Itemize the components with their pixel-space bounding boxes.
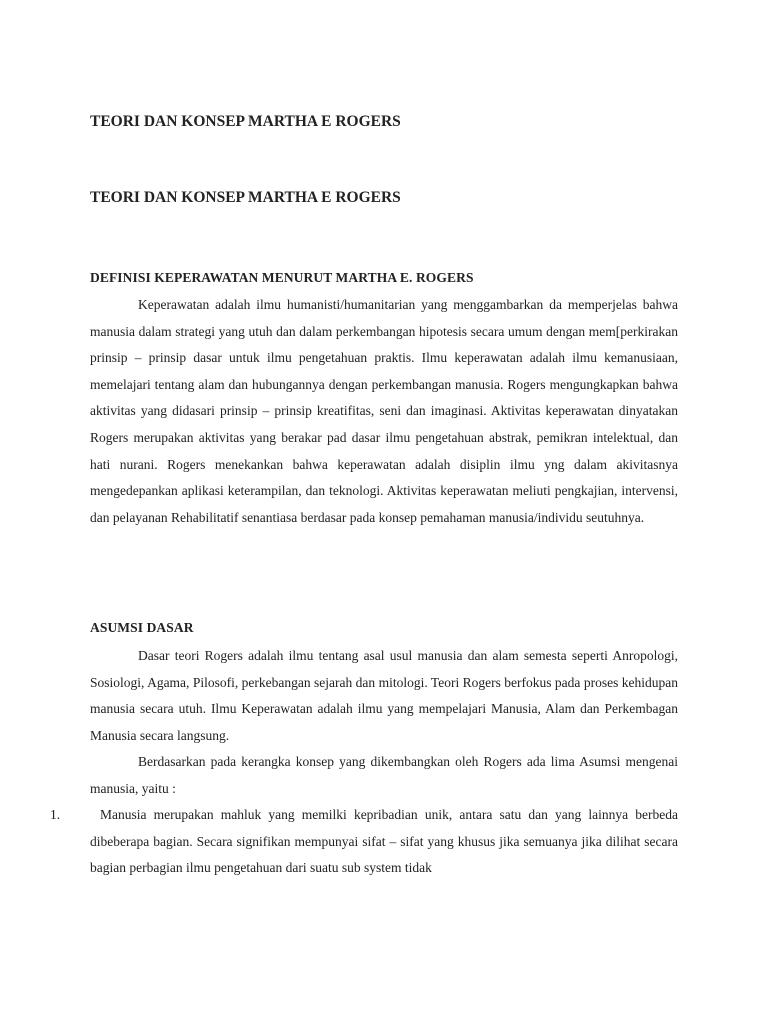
- document-title: TEORI DAN KONSEP MARTHA E ROGERS: [90, 113, 401, 130]
- list-item-text: Manusia merupakan mahluk yang memilki kepribadian unik, antara satu dan yang lainnya berbeda dibeberapa bagian. Secara signifikan mempunyai sifat – sifat yang khusus jika semuanya jika dilihat secara bagian perbagian ilmu pengetahuan dari suatu sub system tidak: [90, 807, 678, 876]
- section-heading-definisi: DEFINISI KEPERAWATAN MENURUT MARTHA E. ROGERS: [90, 270, 474, 285]
- document-title-repeat: TEORI DAN KONSEP MARTHA E ROGERS: [90, 189, 401, 206]
- paragraph-asumsi-2: Berdasarkan pada kerangka konsep yang dikembangkan oleh Rogers ada lima Asumsi mengenai manusia, yaitu :: [90, 754, 678, 796]
- paragraph-definisi: Keperawatan adalah ilmu humanisti/humanitarian yang menggambarkan da memperjelas bahwa manusia dalam strategi yang utuh dan dalam perkembangan hipotesis secara umum dengan mem[perkirakan prinsip – prinsip dasar untuk ilmu pengetahuan praktis. Ilmu keperawatan adalah ilmu kemanusiaan, memelajari tentang alam dan hubungannya dengan perkembangan manusia. Rogers mengungkapkan bahwa aktivitas yang didasari prinsip – prinsip kreatifitas, seni dan imaginasi. Aktivitas keperawatan dinyatakan Rogers merupakan aktivitas yang berakar pad dasar ilmu pengetahuan abstrak, pemikran intelektual, dan hati nurani. Rogers menekankan bahwa keperawatan adalah disiplin ilmu yng dalam akivitasnya mengedepankan aplikasi keterampilan, dan teknologi. Aktivitas keperawatan meliuti pengkajian, intervensi, dan pelayanan Rehabilitatif senantiasa berdasar pada konsep pemahaman manusia/individu seutuhnya.: [90, 297, 678, 525]
- list-item-number: 1.: [50, 807, 61, 822]
- section-heading-asumsi: ASUMSI DASAR: [90, 620, 194, 635]
- paragraph-asumsi-1: Dasar teori Rogers adalah ilmu tentang asal usul manusia dan alam semesta seperti Anropologi, Sosiologi, Agama, Pilosofi, perkebangan sejarah dan mitologi. Teori Rogers berfokus pada proses kehidupan manusia secara utuh. Ilmu Keperawatan adalah ilmu yang mempelajari Manusia, Alam dan Perkembagan Manusia secara langsung.: [90, 648, 678, 743]
